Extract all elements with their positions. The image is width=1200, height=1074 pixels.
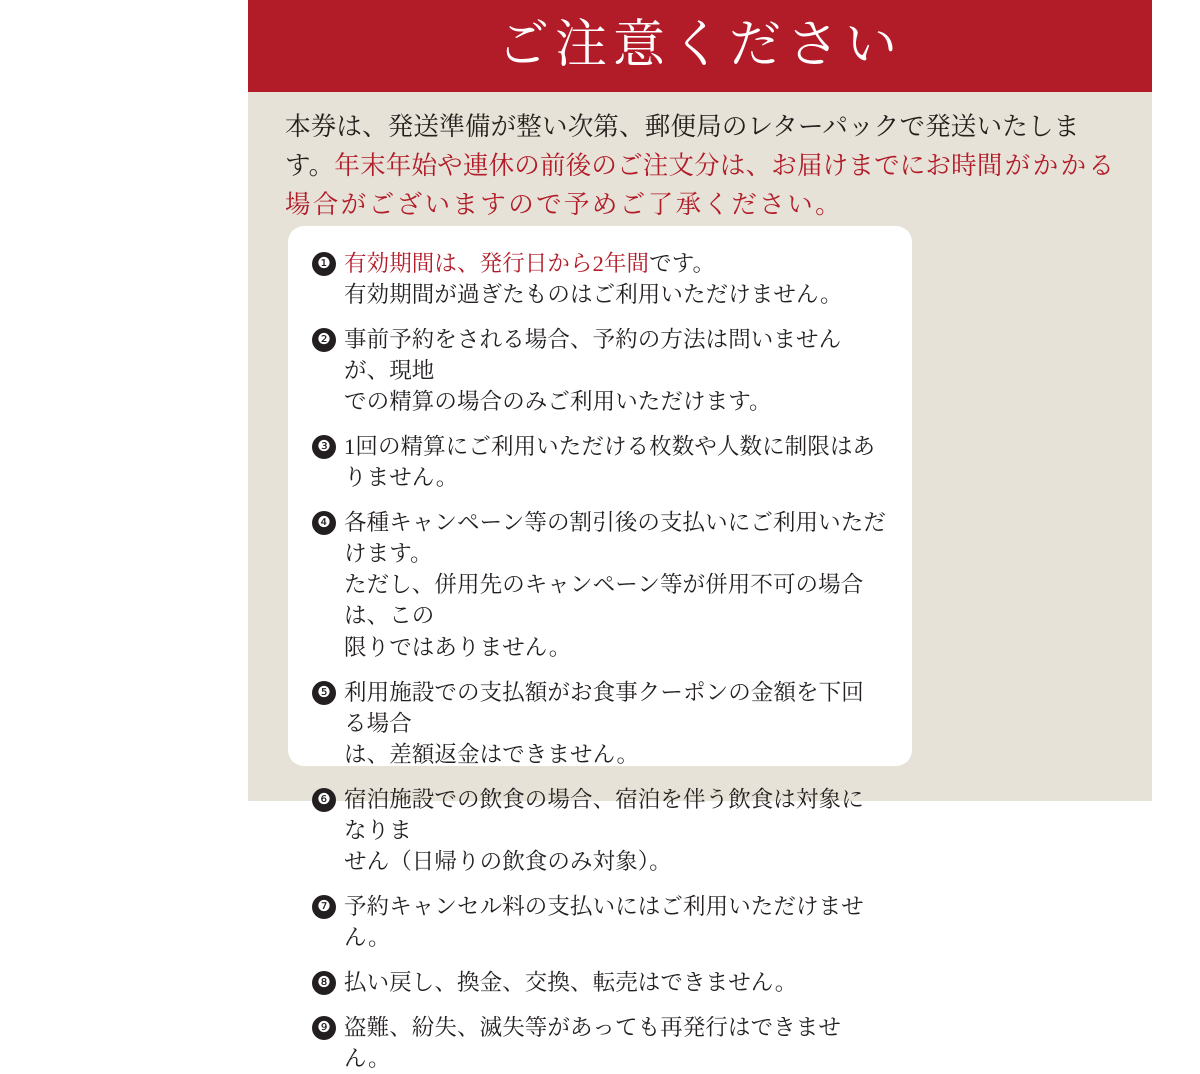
list-item-text-1 [344,248,886,310]
list-marker-4: ❹ [312,511,336,535]
intro-line2-prefix: します。 [285,112,1080,180]
list-marker-6: ❻ [312,788,336,812]
note-4-line1: 各種キャンペーン等の割引後の支払いにご利用いただけます。 [344,510,886,567]
header-band [248,0,1152,92]
list-item [312,677,886,770]
list-item [312,324,886,417]
note-5-line1: 利用施設での支払額がお食事クーポンの金額を下回る場合 [344,679,864,736]
list-item [312,967,886,998]
notes-list [312,248,886,1074]
list-item [312,431,886,493]
list-item-text-2 [344,324,886,417]
note-6-line2: せん（日帰りの飲食のみ対象）。 [344,848,672,874]
list-item-text-4 [344,507,886,662]
intro-paragraph [285,108,1123,224]
intro-highlight-1: 年末年始や連休の前後のご注文分は、お届けまでにお時 [334,150,977,180]
note-2-line2: での精算の場合のみご利用いただけます。 [344,389,772,415]
list-item [312,784,886,877]
list-item-text-7: 予約キャンセル料の支払いにはご利用いただけません。 [344,893,864,950]
page-title: ご注意ください [496,17,903,74]
list-item-text-9: 盗難、紛失、滅失等があっても再発行はできません。 [344,1014,841,1072]
list-marker-5: ❺ [312,681,336,705]
note-1-rest: です。 [649,251,716,276]
list-item [312,891,886,953]
intro-highlight-2: 間がかかる場合がございますので予めご了承ください。 [285,150,1117,219]
note-4-line3: 限りではありません。 [344,634,572,660]
list-marker-9: ❾ [312,1016,336,1040]
note-2-line1: 事前予約をされる場合、予約の方法は問いませんが、現地 [344,327,842,384]
list-marker-7: ❼ [312,895,336,919]
list-item-text-5 [344,677,886,770]
list-item-text-6 [344,784,886,877]
note-1-highlight: 有効期間は、発行日から2年間 [344,251,650,276]
note-5-line2: は、差額返金はできません。 [344,741,640,767]
list-marker-3: ❸ [312,435,336,459]
note-4-line2: ただし、併用先のキャンペーン等が併用不可の場合は、この [344,572,864,629]
list-item [312,248,886,310]
note-1-line2: 有効期間が過ぎたものはご利用いただけません。 [344,282,843,308]
list-marker-8: ❽ [312,971,336,995]
list-marker-2: ❷ [312,328,336,352]
notes-card [288,226,912,1072]
note-6-line1: 宿泊施設での飲食の場合、宿泊を伴う飲食は対象になりま [344,786,864,843]
list-item-text-8: 払い戻し、換金、交換、転売はできません。 [344,969,798,995]
list-item-text-3: 1回の精算にご利用いただける枚数や人数に制限はありません。 [344,434,876,491]
list-marker-1: ❶ [312,252,336,276]
list-item [312,507,886,662]
intro-line1: 本券は、発送準備が整い次第、郵便局のレターパックで発送いた [285,112,1029,141]
list-item [312,1012,886,1074]
